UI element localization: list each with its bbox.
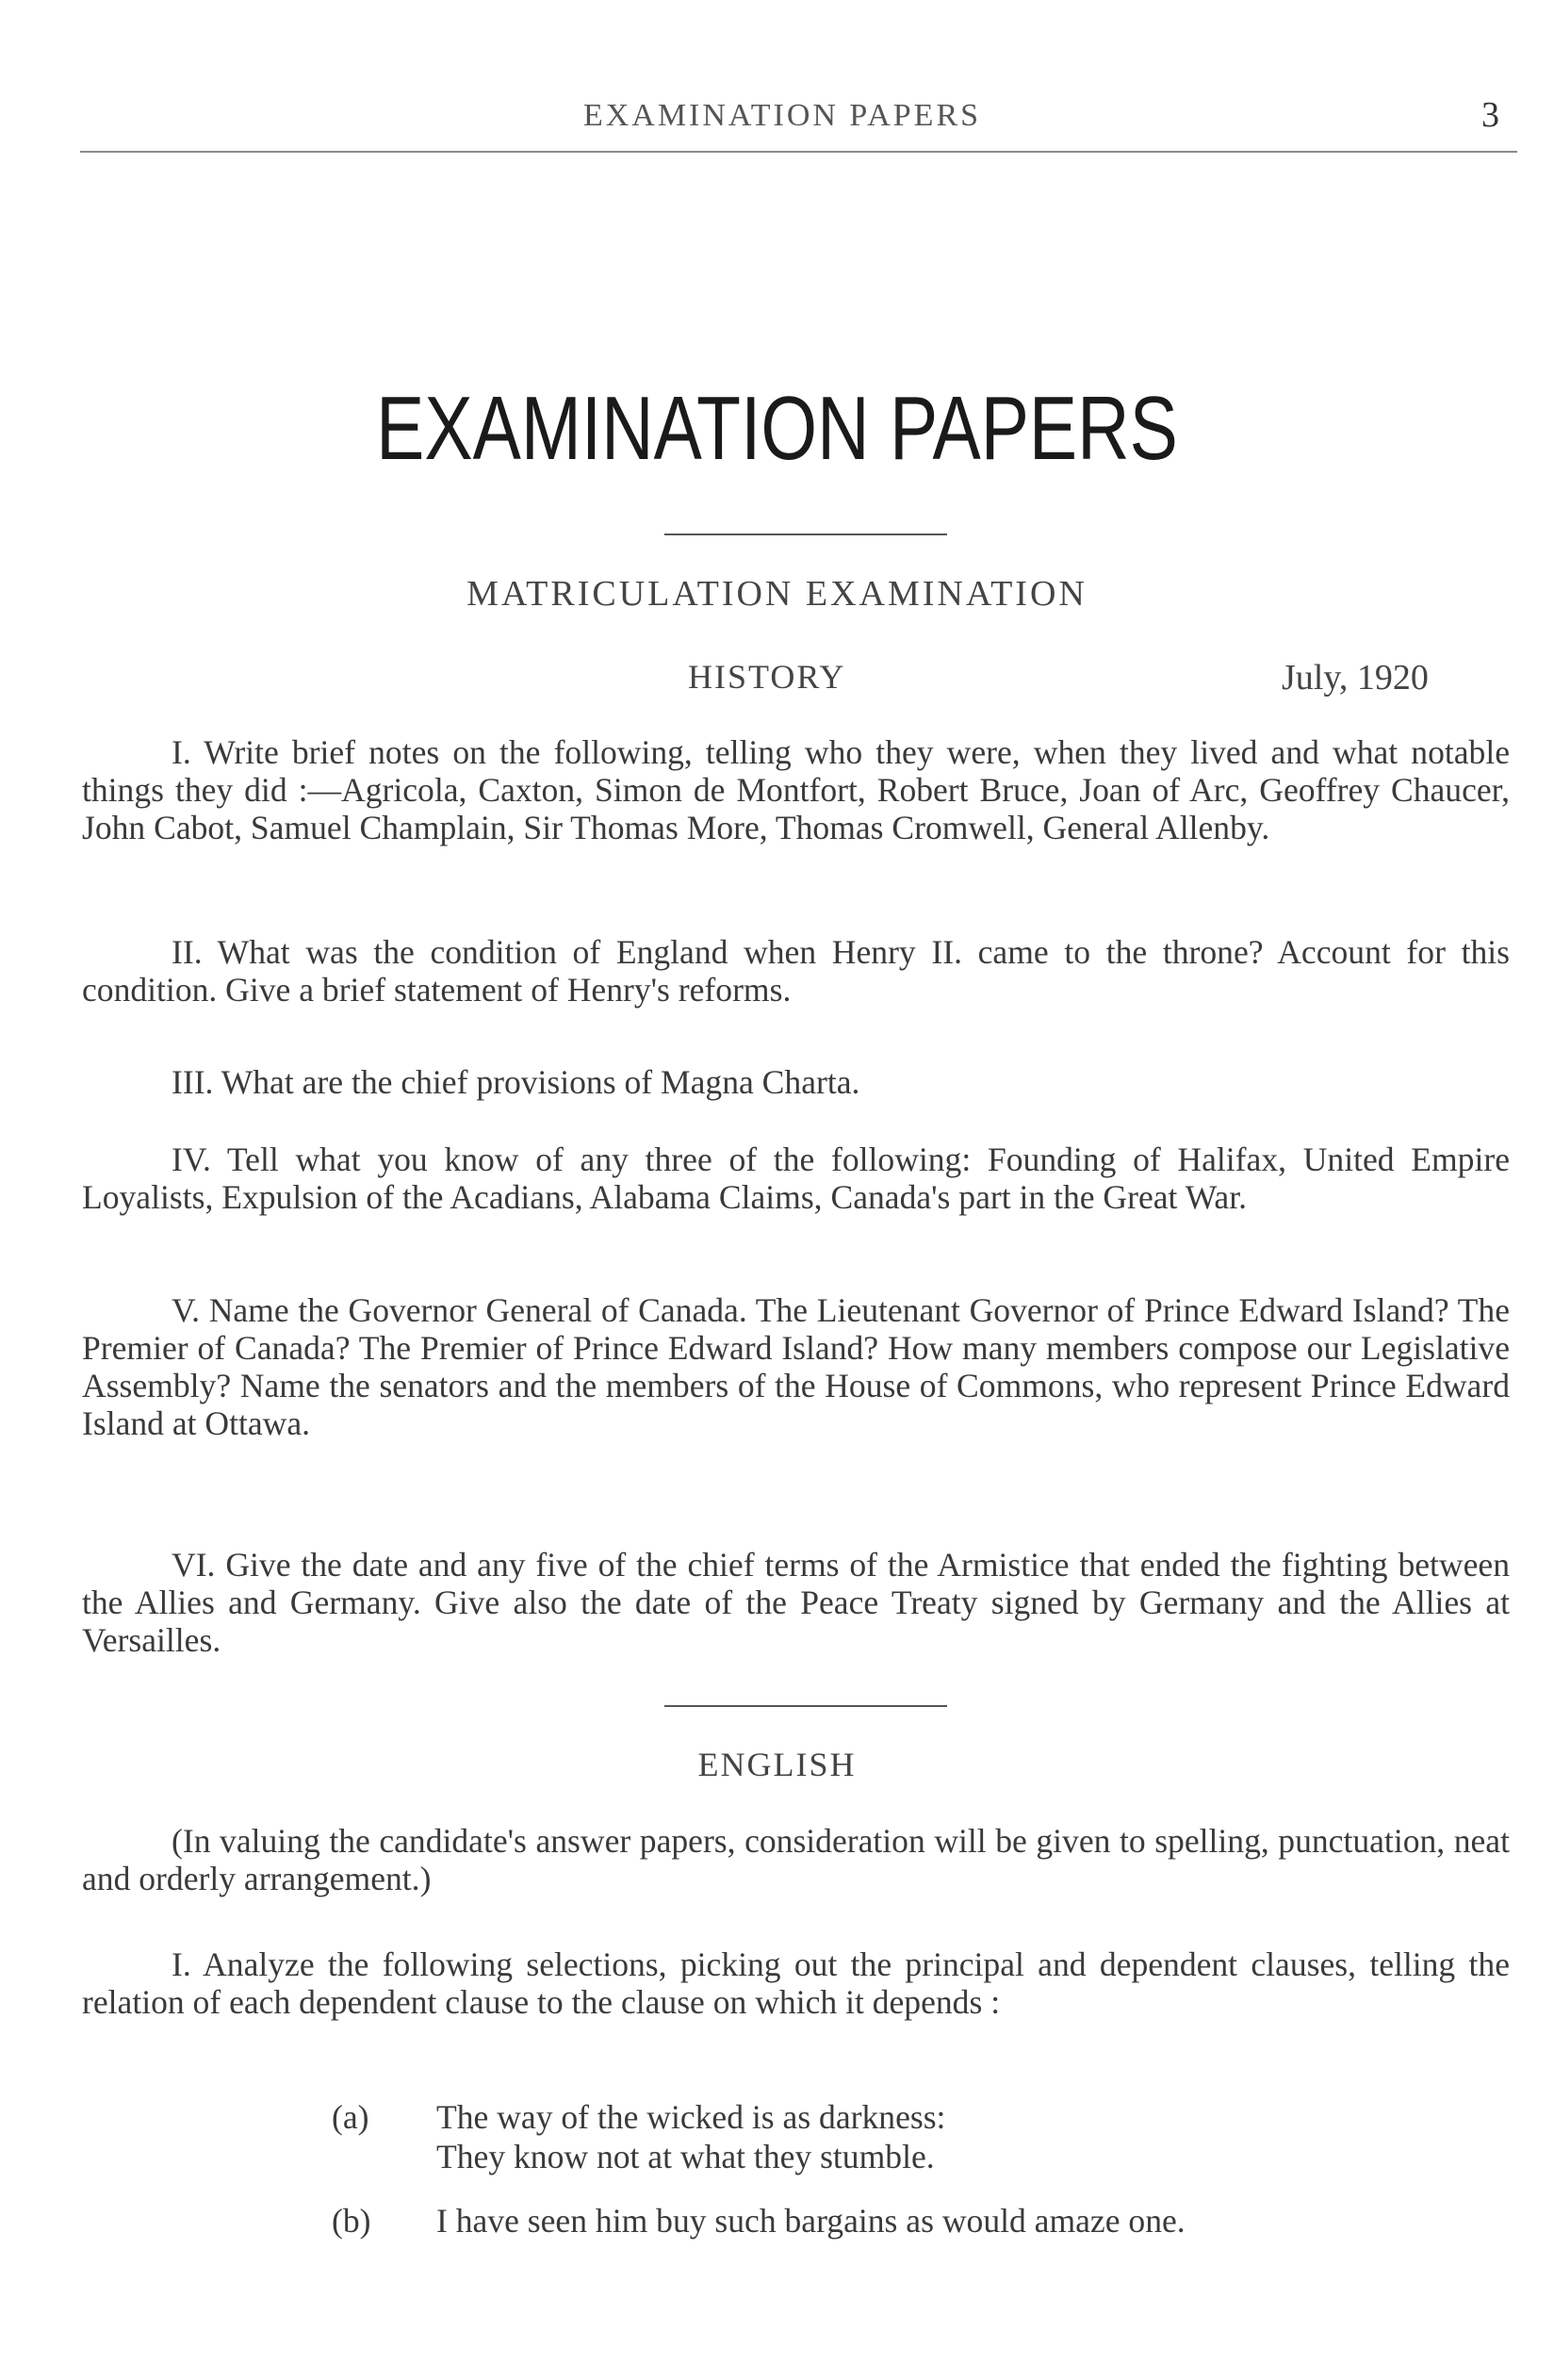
section-divider xyxy=(664,1705,947,1707)
english-heading: ENGLISH xyxy=(697,1746,857,1783)
history-question-4: IV. Tell what you know of any three of the following: Founding of Halifax, United Empire Loyalists, Expulsion of the Acadians, Alabama Claims, Canada's part in the Great War. xyxy=(82,1141,1510,1216)
running-header: EXAMINATION PAPERS xyxy=(582,98,982,133)
example-b-line-1: I have seen him buy such bargains as would amaze one. xyxy=(436,2202,1186,2240)
title-divider xyxy=(664,533,947,535)
history-heading: HISTORY xyxy=(688,658,846,696)
history-question-1: I. Write brief notes on the following, telling who they were, when they lived and what notable things they did :—Agricola, Caxton, Simon de Montfort, Robert Bruce, Joan of Arc, Geoffrey Chaucer, John Cabot, Samuel Champlain, Sir Thomas More, Thomas Cromwell, General Allenby. xyxy=(82,733,1510,846)
example-a-line-2: They know not at what they stumble. xyxy=(436,2138,935,2175)
history-question-5: V. Name the Governor General of Canada. The Lieutenant Governor of Prince Edward Island? The Premier of Canada? The Premier of Prince Edward Island? How many members compose our Legislative Assembly? Name the senators and the members of the House of Commons, who represent Prince Edward Island at Ottawa. xyxy=(82,1291,1510,1442)
english-question-1: I. Analyze the following selections, picking out the principal and dependent clauses, telling the relation of each dependent clause to the clause on which it depends : xyxy=(82,1945,1510,2021)
example-a-line-1: The way of the wicked is as darkness: xyxy=(436,2098,946,2136)
page-title: EXAMINATION PAPERS xyxy=(376,378,1178,479)
history-question-3: III. What are the chief provisions of Magna Charta. xyxy=(172,1063,860,1101)
english-note: (In valuing the candidate's answer papers, consideration will be given to spelling, punctuation, neat and orderly arrangement.) xyxy=(82,1822,1510,1897)
exam-date: July, 1920 xyxy=(1282,658,1429,698)
page-number: 3 xyxy=(1481,95,1499,135)
header-rule xyxy=(80,151,1517,153)
example-b-label: (b) xyxy=(332,2202,371,2240)
exam-subtitle: MATRICULATION EXAMINATION xyxy=(466,574,1088,614)
example-a-label: (a) xyxy=(332,2098,369,2136)
history-question-6: VI. Give the date and any five of the chief terms of the Armistice that ended the fighting between the Allies and Germany. Give also the date of the Peace Treaty signed by Germany and the Allies at Versailles. xyxy=(82,1546,1510,1659)
history-question-2: II. What was the condition of England when Henry II. came to the throne? Account for this condition. Give a brief statement of Henry's reforms. xyxy=(82,933,1510,1009)
